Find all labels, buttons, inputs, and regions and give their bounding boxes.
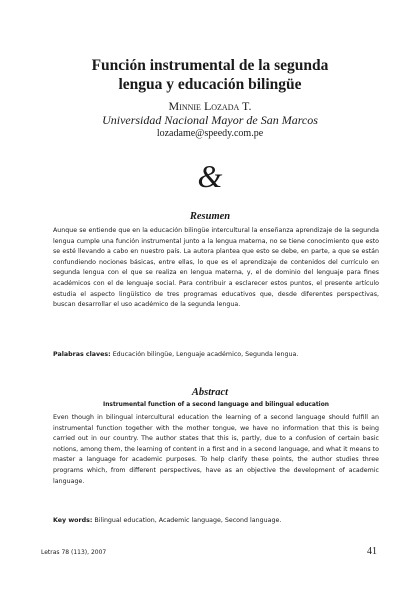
- palabras-claves: [53, 350, 379, 361]
- abstract-subtitle: Instrumental function of a second language and bilingual education: [103, 402, 329, 408]
- ampersand-ornament-icon: &: [197, 158, 223, 194]
- journal-citation: Letras 78 (113), 2007: [41, 549, 107, 556]
- abstract-heading: Abstract: [191, 387, 229, 398]
- page-number: 41: [367, 546, 377, 557]
- palabras-claves-list: Educación bilingüe, Lenguaje académico, Segunda lengua.: [112, 351, 299, 358]
- author-email: lozadame@speedy.com.pe: [156, 128, 264, 139]
- resumen-paragraph: Aunque se entiende que en la educación bilingüe intercultural la enseñanza aprendizaje de la segunda lengua cumple una función instrumental junto a la lengua materna, no se tiene conocimiento que esto se esté llevando a cabo en nuestro país. La autora plantea que esto se debe, en parte, a que se están confundiendo nociones básicas, entre ellas, lo que es el aprendizaje de contenidos del currículo en segunda lengua con el que se realiza en lengua materna, y, el de dominio del lenguaje para fines académicos con el de lenguaje social. Para contribuir a esclarecer estos puntos, el presente artículo estudia el aspecto lingüístico de tres programas educativos que, desde diferentes perspectivas, buscan desarrollar el uso académico de la segunda lengua.: [53, 227, 379, 309]
- article-title: [40, 56, 380, 94]
- title-line-1: Función instrumental de la segunda: [91, 57, 329, 74]
- abstract-paragraph: Even though in bilingual intercultural education the learning of a second language should fulfill an instrumental function together with the mother tongue, we have no information that this is being carried out in our country. The author states that this is, partly, due to a confusion of certain basic notions, among them, the learning of content in a first and in a second language, and what it means to master a language for academic purposes. To help clarify these points, the author studies three programs which, from different perspectives, have as an objective the development of academic language.: [53, 414, 379, 485]
- resumen-heading: Resumen: [189, 211, 231, 222]
- author-affiliation: Universidad Nacional Mayor de San Marcos: [102, 113, 318, 127]
- key-words-list: Bilingual education, Academic language, Second language.: [94, 517, 282, 524]
- title-line-2: lengua y educación bilingüe: [118, 76, 302, 93]
- palabras-claves-label: Palabras claves:: [53, 351, 111, 358]
- key-words: [53, 516, 379, 527]
- author-name: Minnie Lozada T.: [168, 99, 252, 113]
- key-words-label: Key words:: [53, 517, 93, 524]
